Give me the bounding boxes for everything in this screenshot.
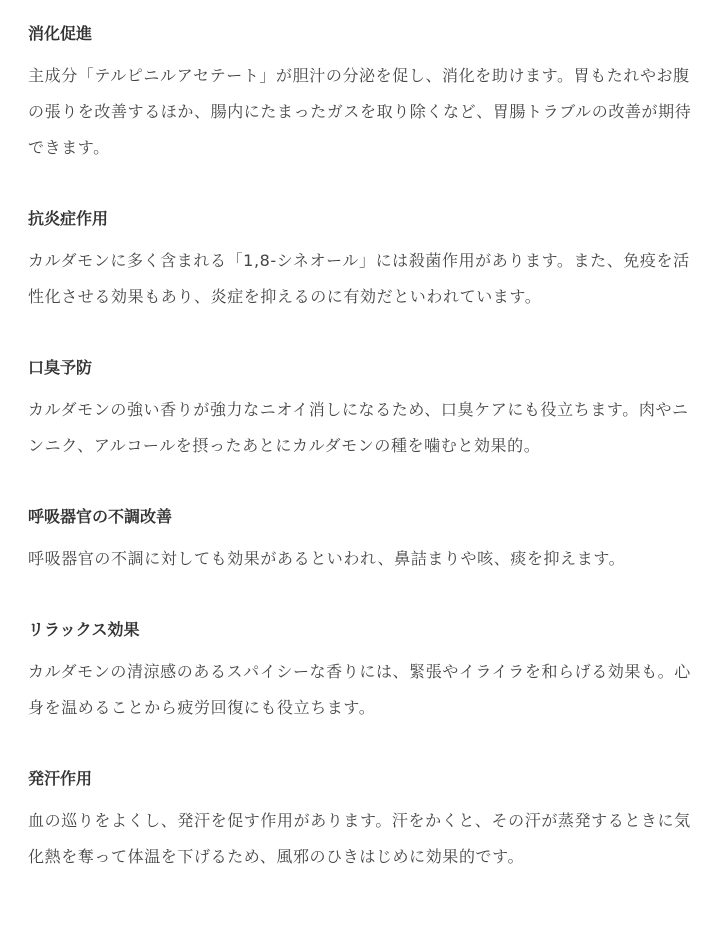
section-body: カルダモンの清涼感のあるスパイシーな香りには、緊張やイライラを和らげる効果も。心身を温めることから疲労回復にも役立ちます。 — [28, 662, 691, 717]
section-body: 血の巡りをよくし、発汗を促す作用があります。汗をかくと、その汗が蒸発するときに気化熱を奪って体温を下げるため、風邪のひきはじめに効果的です。 — [28, 811, 691, 866]
section-respiratory — [28, 505, 696, 577]
section-anti-inflammatory — [28, 207, 696, 315]
section-title: 発汗作用 — [28, 769, 93, 788]
section-sweating — [28, 767, 696, 875]
section-body: 主成分「テルピニルアセテート」が胆汁の分泌を促し、消化を助けます。胃もたれやお腹の張りを改善するほか、腸内にたまったガスを取り除くなど、胃腸トラブルの改善が期待できます。 — [28, 66, 692, 157]
section-title: リラックス効果 — [28, 620, 140, 639]
section-digestion — [28, 22, 696, 166]
section-title: 呼吸器官の不調改善 — [28, 507, 173, 526]
section-title: 消化促進 — [28, 24, 93, 43]
section-body: 呼吸器官の不調に対しても効果があるといわれ、鼻詰まりや咳、痰を抑えます。 — [28, 549, 626, 568]
section-title: 口臭予防 — [28, 358, 93, 377]
section-bad-breath — [28, 356, 696, 464]
section-relax — [28, 618, 696, 726]
section-body: カルダモンに多く含まれる「1,8-シネオール」には殺菌作用があります。また、免疫を活性化させる効果もあり、炎症を抑えるのに有効だといわれています。 — [28, 251, 690, 306]
section-body: カルダモンの強い香りが強力なニオイ消しになるため、口臭ケアにも役立ちます。肉やニンニク、アルコールを摂ったあとにカルダモンの種を噛むと効果的。 — [28, 400, 689, 455]
section-title: 抗炎症作用 — [28, 209, 109, 228]
